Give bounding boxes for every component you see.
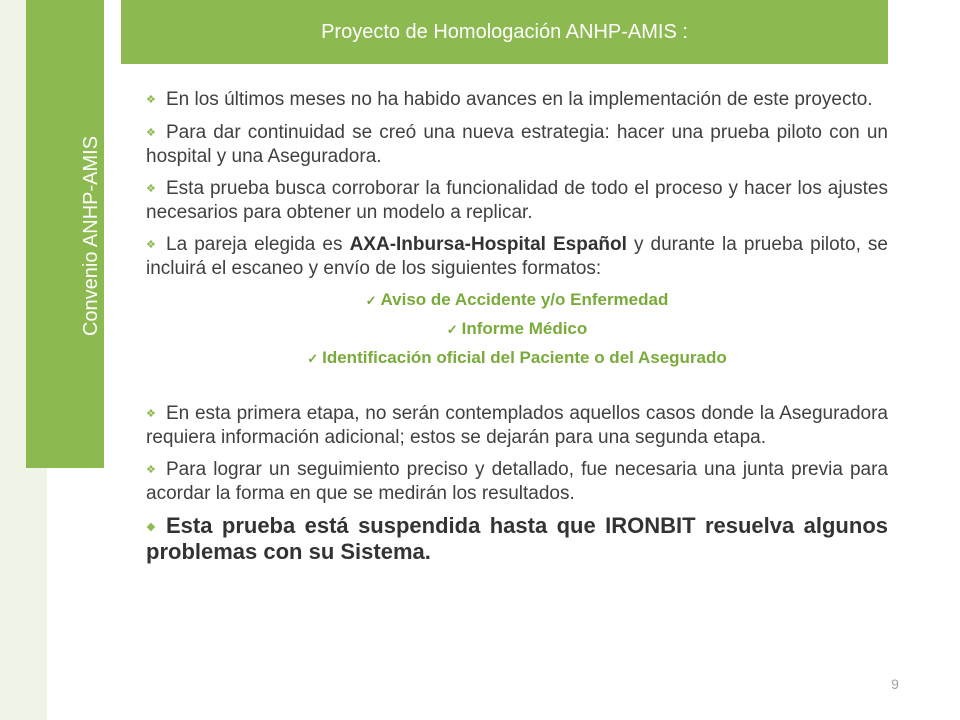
paragraph-text-bold: AXA-Inbursa-Hospital Español <box>349 234 627 255</box>
side-bar <box>26 0 104 468</box>
paragraph-text: Para lograr un seguimiento preciso y detallado, fue necesaria una junta previa para acordar la forma en que se medirán los resultados. <box>146 459 888 504</box>
diamond-bullet-icon: ❖ <box>146 183 156 195</box>
paragraph-text: En esta primera etapa, no serán contemplados aquellos casos donde la Aseguradora requiera información adicional; estos se dejarán para una segunda etapa. <box>146 403 888 448</box>
diamond-bullet-icon: ❖ <box>146 464 156 476</box>
paragraph-text: Esta prueba busca corroborar la funcionalidad de todo el proceso y hacer los ajustes necesarios para obtener un modelo a replicar. <box>146 178 888 223</box>
checkmark-icon: ✓ <box>307 351 319 366</box>
paragraph <box>146 121 888 168</box>
format-item <box>146 289 888 312</box>
paragraph <box>146 88 888 112</box>
diamond-bullet-icon: ❖ <box>146 408 156 420</box>
diamond-bullet-icon: ❖ <box>146 239 156 251</box>
paragraph <box>146 458 888 505</box>
header-bar <box>121 0 888 64</box>
diamond-bullet-icon: ❖ <box>146 522 156 534</box>
diamond-bullet-icon: ❖ <box>146 94 156 106</box>
final-statement-text: Esta prueba está suspendida hasta que IRONBIT resuelva algunos problemas con su Sistema. <box>146 513 888 564</box>
paragraph <box>146 233 888 280</box>
paragraph-text: Para dar continuidad se creó una nueva estrategia: hacer una prueba piloto con un hospital y una Aseguradora. <box>146 122 888 167</box>
checkmark-icon: ✓ <box>365 293 377 308</box>
final-statement <box>146 514 888 564</box>
content <box>146 88 888 573</box>
page-number: 9 <box>891 676 899 692</box>
paragraph-text: En los últimos meses no ha habido avances en la implementación de este proyecto. <box>166 89 873 110</box>
checkmark-icon: ✓ <box>446 322 458 337</box>
side-label: Convenio ANHP-AMIS <box>80 135 102 337</box>
format-label: Identificación oficial del Paciente o del Asegurado <box>322 348 727 367</box>
paragraph <box>146 402 888 449</box>
format-label: Aviso de Accidente y/o Enfermedad <box>380 290 669 309</box>
paragraph-text-post: y durante la prueba piloto, se incluirá el escaneo y envío de los siguientes formatos: <box>146 234 888 279</box>
format-item <box>146 347 888 370</box>
diamond-bullet-icon: ❖ <box>146 127 156 139</box>
formats-list <box>146 289 888 370</box>
paragraph <box>146 177 888 224</box>
format-label: Informe Médico <box>461 319 588 338</box>
paragraph-text-pre: La pareja elegida es <box>166 234 350 255</box>
header-title: Proyecto de Homologación ANHP-AMIS : <box>321 20 688 43</box>
format-item <box>146 318 888 341</box>
